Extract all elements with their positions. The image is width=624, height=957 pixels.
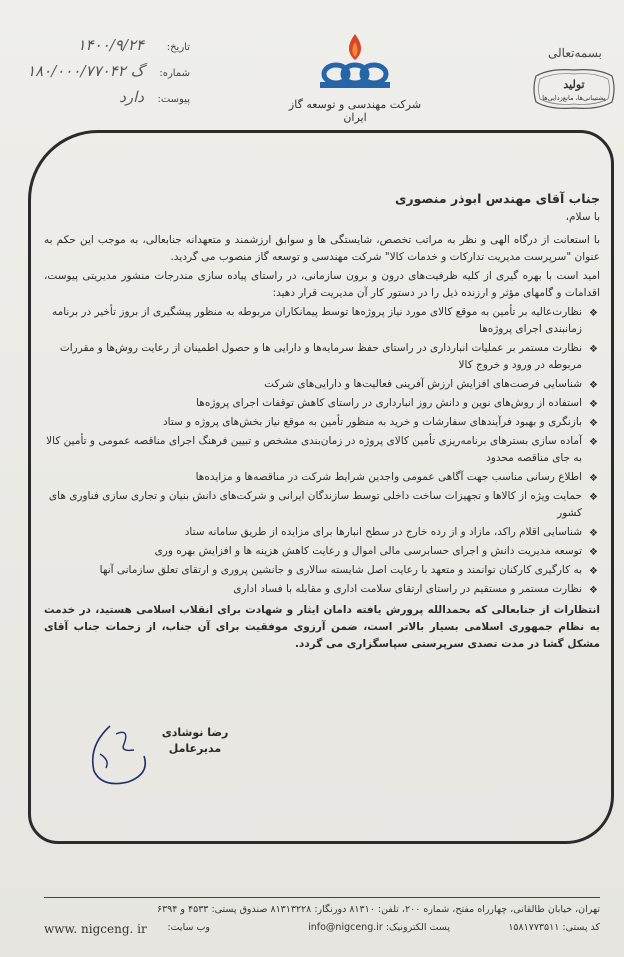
list-item: ❖ توسعه مدیریت دانش و اجرای حسابرسی مالی اموال و رعایت کاهش هزینه ها و افزایش بهره وری [44, 543, 600, 560]
greeting: با سلام، [565, 211, 600, 223]
signer-title: مدیرعامل [168, 742, 222, 755]
slogan-frame-icon [530, 66, 618, 112]
date-value: ۱۴۰۰/۹/۲۴ [77, 36, 144, 54]
footer-address: تهران، خیابان طالقانی، چهارراه مفتح، شماره ۲۰۰، تلفن: ۸۱۳۱۰ دورنگار: ۸۱۳۱۳۲۲۸ صندوق پستی: ۴۵۳۳ و ۶۳۹۴ [156, 904, 600, 915]
slogan-badge [520, 40, 620, 120]
footer-divider [44, 897, 600, 898]
bullet-icon: ❖ [589, 492, 598, 503]
list-item: ❖ حمایت ویژه از کالاها و تجهیزات ساخت داخلی توسط سازندگان ایرانی و شرکت‌های دانش بنیان و تجاری سازی فناوری های کشور [48, 490, 598, 519]
attachment-value: دارد [119, 88, 144, 106]
letter-body [44, 190, 600, 655]
number-value: گ ۱۸۰/۰۰۰/۷۷۰۴۲ [27, 62, 144, 80]
number-label: شماره: [159, 68, 190, 79]
website-label: وب سایت: [167, 922, 210, 933]
bullet-icon: ❖ [589, 437, 598, 448]
attachment-label: پیوست: [157, 94, 190, 105]
list-item: ❖ به کارگیری کارکنان توانمند و متعهد با رعایت اصل شایسته سالاری و جانشین پروری و ارتقای تعلق سازمانی آنها [44, 562, 600, 579]
gas-flame-logo-icon [280, 30, 430, 98]
company-logo [280, 30, 430, 124]
company-name: شرکت مهندسی و توسعه گاز ایران [288, 98, 422, 124]
postal-code: کد پستی: ۱۵۸۱۷۷۳۵۱۱ [508, 922, 600, 933]
signer-block [140, 726, 250, 758]
bullet-icon: ❖ [589, 566, 598, 577]
list-item: ❖ نظارت‌عالیه بر تأمین به موقع کالای مورد نیاز پروژه‌ها توسط پیمانکاران مربوطه به منظور پیشگیری از بروز تأخیر در برنامه زمانبندی اجرای پروژه‌ها [51, 306, 598, 335]
signer-name: رضا نوشادی [161, 726, 229, 739]
list-item: ❖ استفاده از روش‌های نوین و دانش روز انبارداری در راستای کاهش توقفات اجرای پروژه‌ها [44, 395, 600, 412]
letter-meta [10, 36, 190, 114]
bullet-icon: ❖ [589, 399, 598, 410]
intro-paragraph: با استعانت از درگاه الهی و نظر به مراتب تخصص، شایستگی ها و سوابق ارزشمند و متعهدانه جنابعالی، به موجب این حکم به عنوان "سرپرست مدیریت تدارکات و خدمات کالا" شرکت مهندسی و توسعه گاز منصوب می گردید. [44, 234, 600, 263]
badge-title: تولید [563, 78, 585, 91]
bullet-icon: ❖ [589, 585, 598, 596]
letterhead-footer [44, 904, 600, 940]
directive-list [44, 304, 600, 598]
salutation: جناب آقای مهندس ابوذر منصوری [394, 191, 600, 206]
bullet-icon: ❖ [589, 418, 598, 429]
list-item: ❖ نظارت مستمر بر عملیات انبارداری در راستای حفظ سرمایه‌ها و دارایی ها و حصول اطمینان از رعایت روش‌ها و مقررات مربوطه در ورود و خروج کالا [59, 342, 598, 371]
bullet-icon: ❖ [589, 308, 598, 319]
footer-contact [44, 922, 600, 940]
email-address[interactable]: پست الکترونیک: info@nigceng.ir [308, 922, 450, 933]
bismillah-text: بسمه‌تعالی [548, 46, 602, 60]
badge-subtitle: پشتیبانی‌ها، مانع‌زدایی‌ها [542, 94, 606, 102]
bullet-icon: ❖ [589, 547, 598, 558]
date-label: تاریخ: [166, 42, 190, 53]
list-item: ❖ نظارت مستمر و مستقیم در راستای ارتقای سلامت اداری و مقابله با فساد اداری [44, 581, 600, 598]
list-item: ❖ شناسایی فرصت‌های افزایش ارزش آفرینی فعالیت‌ها و دارایی‌های شرکت [44, 376, 600, 393]
intro-paragraph-2: امید است با بهره گیری از کلیه ظرفیت‌های درون و برون سازمانی، در راستای پیاده سازی مندرجات منشور مدیریتی پیوست، اقدامات و گامهای مؤثر و ارزنده ذیل را در دستور کار آن مدیریت قرار دهید: [44, 270, 600, 299]
list-item: ❖ بازنگری و بهبود فرآیندهای سفارشات و خرید به منظور تأمین به موقع نیاز بخش‌های پروژه و ستاد [44, 414, 600, 431]
list-item: ❖ آماده سازی بسترهای برنامه‌ریزی تأمین کالای پروژه در زمان‌بندی مشخص و تبیین فرهنگ اجرای مناقصه عمومی و تأمین کالا به جای مناقصه محدود [46, 435, 598, 464]
website-link[interactable]: www. nigceng. ir [44, 922, 147, 936]
closing-paragraph: انتظارات از جنابعالی که بحمدالله پرورش یافته دامان ایثار و شهادت برای انقلاب اسلامی هستید، در خدمت به نظام جمهوری اسلامی بسیار بالاتر است، ضمن آرزوی موفقیت برای آن جناب، از زحمات جناب آقای مشکل گشا در مدت تصدی سرپرستی سپاسگزاری می گردد. [44, 604, 600, 650]
bullet-icon: ❖ [589, 380, 598, 391]
list-item: ❖ اطلاع رسانی مناسب جهت آگاهی عمومی واجدین شرایط شرکت در مناقصه‌ها و مزایده‌ها [44, 469, 600, 486]
bullet-icon: ❖ [589, 473, 598, 484]
bullet-icon: ❖ [589, 344, 598, 355]
number-row [10, 62, 190, 88]
attachment-row [10, 88, 190, 114]
list-item: ❖ شناسایی اقلام راکد، مازاد و از رده خارج در سطح انبارها برای مزایده از طریق سامانه ستاد [44, 524, 600, 541]
date-row [10, 36, 190, 62]
bullet-icon: ❖ [589, 528, 598, 539]
